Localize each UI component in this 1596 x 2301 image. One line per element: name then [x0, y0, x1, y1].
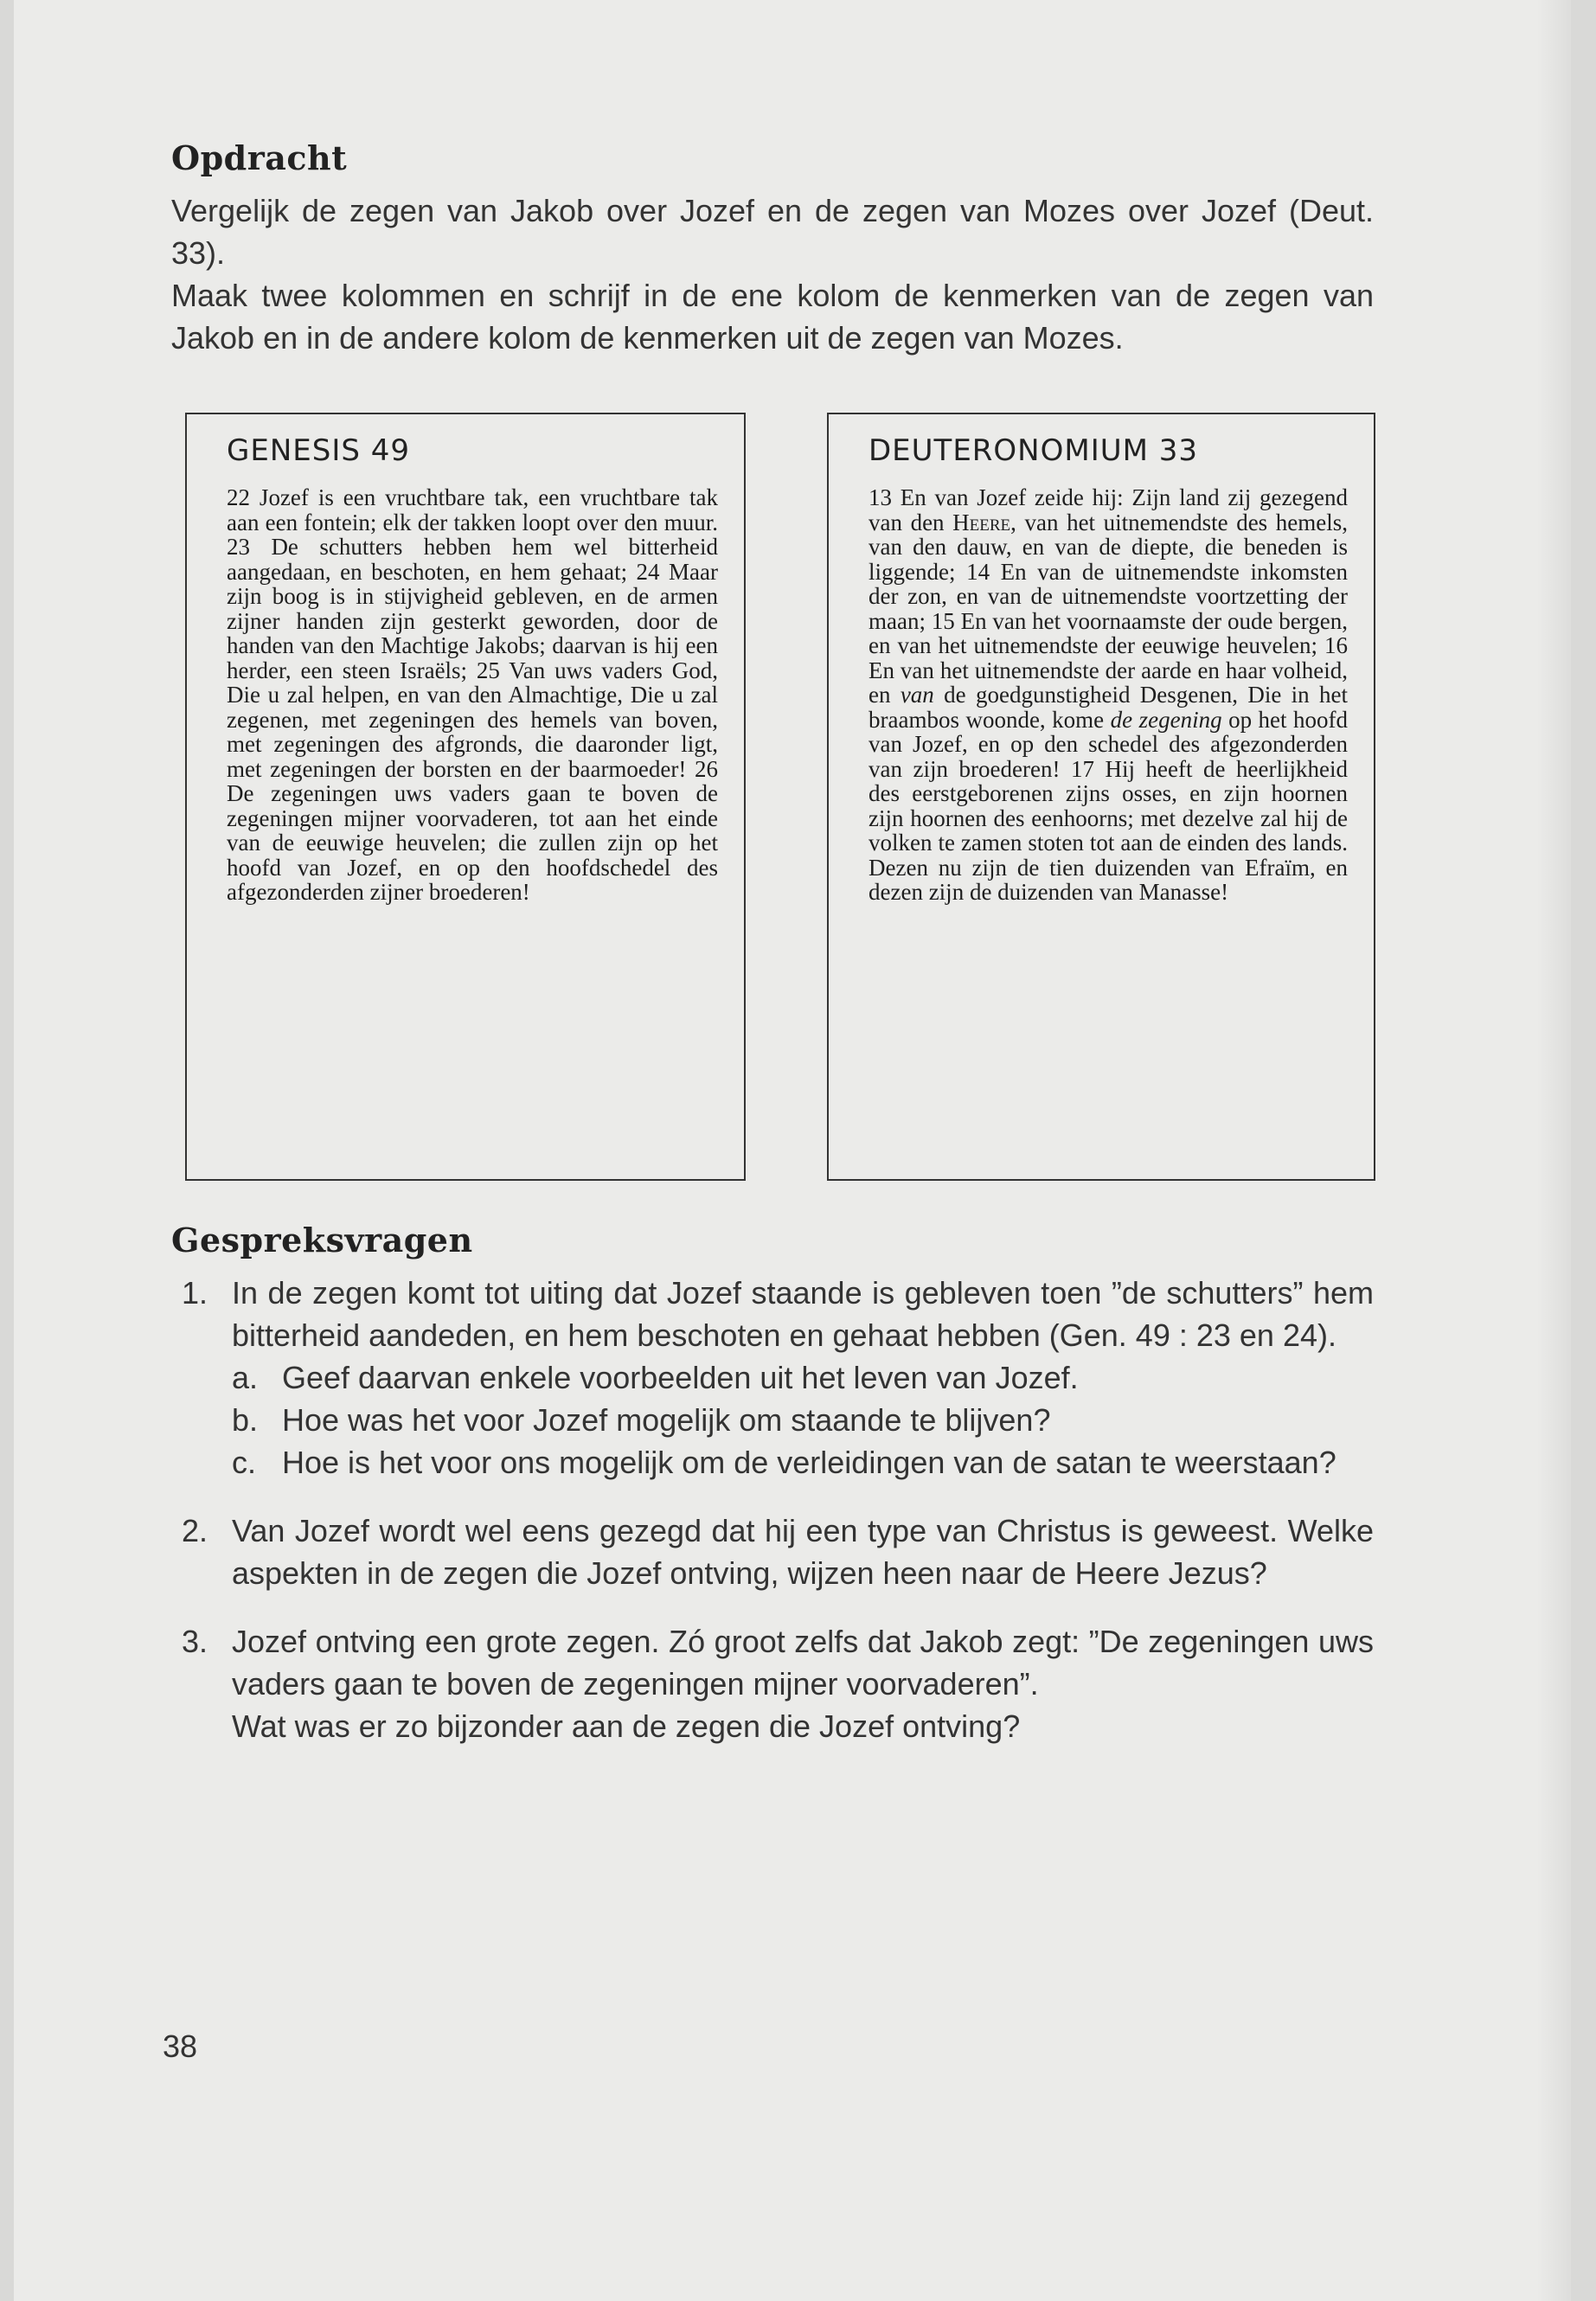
question-1c-text: Hoe is het voor ons mogelijk om de verleidingen van de satan te weerstaan?	[282, 1445, 1336, 1480]
question-2-text: Van Jozef wordt wel eens gezegd dat hij een type van Christus is geweest. Welke aspekten in de zegen die Jozef ontving, wijzen heen naar de Heere Jezus?	[232, 1513, 1374, 1591]
question-1b-text: Hoe was het voor Jozef mogelijk om staande te blijven?	[282, 1402, 1051, 1438]
gespreksvragen-heading: Gespreksvragen	[171, 1221, 473, 1259]
question-1a-text: Geef daarvan enkele voorbeelden uit het leven van Jozef.	[282, 1360, 1079, 1395]
deuteronomium-box-title: DEUTERONOMIUM 33	[869, 433, 1199, 468]
question-3-number: 3.	[182, 1624, 208, 1659]
opdracht-paragraph-1: Vergelijk de zegen van Jakob over Jozef en de zegen van Mozes over Jozef (Deut. 33).	[171, 193, 1374, 271]
question-3-text-2: Wat was er zo bijzonder aan de zegen die Jozef ontving?	[232, 1708, 1021, 1744]
book-page	[14, 0, 1571, 2301]
page-number: 38	[163, 2029, 198, 2064]
deut-zegening-italic: de zegening	[1110, 706, 1222, 733]
deut-text-2: , van het uitnemendste des hemels, van den dauw, en van de diepte, die beneden is liggende; 14 En van de uitnemendste inkomsten der zon, en van de uitnemendste voortzetting der maan; 15 En van het voornaamste der oude bergen, en van het uitnemendste der eeuwige heuvelen; 16 En van het uitnemendste der aarde en haar volheid, en	[869, 509, 1349, 708]
question-1b-label: b.	[232, 1402, 259, 1438]
deut-text-4: op het hoofd van Jozef, en op den schedel des afgezonderden van zijn broederen! 17 Hij heeft de heerlijkheid des eerstgeborenen zijns osses, en zijn hoornen zijn hoornen des eenhoorns; met dezelve zal hij de volken te zamen stoten tot aan de einden des lands. Dezen nu zijn de tien duizenden van Efraïm, en dezen zijn de duizenden van Manasse!	[869, 706, 1349, 905]
deuteronomium-box	[827, 413, 1375, 1181]
genesis-box	[185, 413, 746, 1181]
question-1	[171, 1272, 1374, 1484]
genesis-box-text: 22 Jozef is een vruchtbare tak, een vruchtbare tak aan een fontein; elk der takken loopt over den muur. 23 De schutters hebben hem wel bitterheid aangedaan, en beschoten, en hem gehaat; 24 Maar zijn boog is in stijvigheid gebleven, en de armen zijner handen zijn gesterkt geworden, door de handen van den Machtige Jakobs; daarvan is hij een herder, een steen Israëls; 25 Van uws vaders God, Die u zal helpen, en van den Almachtige, Die u zal zegenen, met zegeningen des hemels van boven, met zegeningen des afgronds, die daaronder ligt, met zegeningen der borsten en der baarmoeder! 26 De zegeningen uws vaders gaan te boven de zegeningen mijner voorvaderen, tot aan het einde van de eeuwige heuvelen; die zullen zijn op het hoofd van Jozef, en op den hoofdschedel des afgezonderden zijner broederen!	[227, 484, 718, 905]
deut-van-italic: van	[900, 682, 934, 708]
question-3	[171, 1620, 1374, 1747]
question-1c	[232, 1441, 1374, 1484]
page-binding-shadow	[1536, 0, 1571, 2301]
question-1-number: 1.	[182, 1275, 208, 1311]
deut-text-3: de goedgunstigheid Desgenen, Die in het braambos woonde, kome	[869, 682, 1348, 733]
deuteronomium-box-text	[869, 485, 1348, 905]
question-2	[171, 1509, 1374, 1594]
deut-text-1: 13 En van Jozef zeide hij: Zijn land zij gezegend van den	[869, 484, 1348, 535]
scripture-boxes	[171, 413, 1374, 1191]
question-1b	[232, 1399, 1374, 1441]
genesis-box-title: GENESIS 49	[227, 433, 411, 468]
question-1a	[232, 1356, 1374, 1399]
question-1c-label: c.	[232, 1445, 257, 1480]
opdracht-heading: Opdracht	[171, 138, 348, 177]
page-content	[171, 138, 1374, 1747]
question-1-text: In de zegen komt tot uiting dat Jozef staande is gebleven toen ”de schutters” hem bitterheid aandeden, en hem beschoten en gehaat hebben (Gen. 49 : 23 en 24).	[232, 1275, 1374, 1353]
question-3-text: Jozef ontving een grote zegen. Zó groot zelfs dat Jakob zegt: ”De zegeningen uws vaders gaan te boven de zegeningen mijner voorvaderen”.	[232, 1624, 1374, 1702]
opdracht-paragraph-2: Maak twee kolommen en schrijf in de ene kolom de kenmerken van de zegen van Jakob en in de andere kolom de kenmerken uit de zegen van Mozes.	[171, 278, 1374, 356]
deut-heere: Heere	[952, 509, 1011, 535]
question-1a-label: a.	[232, 1360, 259, 1395]
question-2-number: 2.	[182, 1513, 208, 1548]
